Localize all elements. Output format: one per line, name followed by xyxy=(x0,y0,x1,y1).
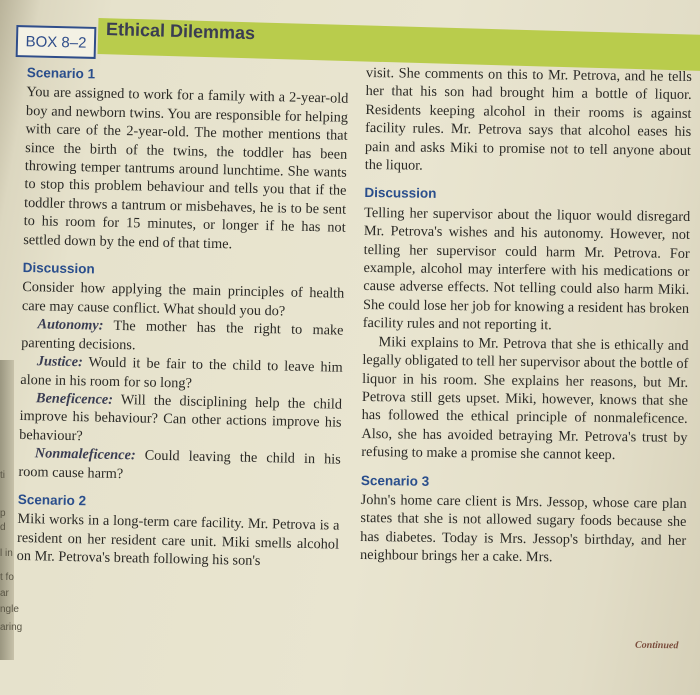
margin-fragment: l in xyxy=(0,548,13,559)
nonmaleficence-text: Could leaving the child in his room cause harm? xyxy=(18,447,341,482)
beneficence-term: Beneficence: xyxy=(35,390,114,408)
beneficence-paragraph xyxy=(19,389,342,451)
nonmaleficence-term: Nonmaleficence: xyxy=(34,445,136,464)
autonomy-text: The mother has the right to make parenting decisions. xyxy=(20,317,344,354)
scenario-3-heading: Scenario 3 xyxy=(360,472,430,489)
justice-term: Justice: xyxy=(36,353,83,371)
box-title: Ethical Dilemmas xyxy=(105,19,256,44)
scenario-2-continued-text: visit. She comments on this to Mr. Petrova, and he tells her that his son had brought him a bottle of liquor. Residents keeping alcohol in their rooms is against facility rules. Mr. Petrova says that alcohol eases his pain and asks Miki to promise not to tell anyone about the liquor. xyxy=(364,64,692,174)
scenario-2-text: Miki works in a long-term care facility. Mr. Petrova is a resident on her resident care unit. Miki smells alcohol on Mr. Petrova's breath following his son's xyxy=(16,511,340,570)
scenario-1-heading: Scenario 1 xyxy=(26,64,96,82)
scenario-2-heading: Scenario 2 xyxy=(17,491,87,509)
margin-fragment: aring xyxy=(0,622,23,633)
discussion-2-heading: Discussion xyxy=(364,185,437,202)
margin-fragment: d xyxy=(0,522,6,533)
nonmaleficence-paragraph xyxy=(18,444,341,488)
justice-text: Would it be fair to the child to leave him alone in his room for so long? xyxy=(20,354,343,392)
discussion-1-text: Consider how applying the main principles of health care may cause conflict. What should you do? xyxy=(21,279,345,320)
left-column xyxy=(16,64,348,572)
margin-fragment: ar xyxy=(0,588,9,599)
margin-fragment: t fo xyxy=(0,572,14,583)
margin-fragment: p xyxy=(0,508,6,519)
discussion-1-heading: Discussion xyxy=(22,260,95,277)
beneficence-text: Will the disciplining help the child improve his behaviour? Can other actions improve his behaviour? xyxy=(19,391,343,444)
box-number-label: BOX 8–2 xyxy=(16,25,97,59)
right-column xyxy=(360,64,692,569)
discussion-2-paragraph-1: Telling her supervisor about the liquor would disregard Mr. Petrova's wishes and his autonomy. However, not telling her supervisor could harm Mr. Petrova. For example, alcohol may interfere with his medications or cause adverse effects. Not telling could also harm Miki. She could lose her job for knowing a resident has broken facility rules and not reporting it. xyxy=(362,204,691,334)
margin-fragment: ti xyxy=(0,470,5,481)
autonomy-term: Autonomy: xyxy=(37,316,104,334)
discussion-2-paragraph-2: Miki explains to Mr. Petrova that she is ethically and legally obligated to tell her supervisor about the bottle of liquor in his room. She explains her reasons, but Mr. Petrova still gets upset. Miki, however, knows that she has followed the ethical principle of nonmaleficence. Also, she has avoided betraying Mr. Petrova's trust by refusing to make a promise she cannot keep. xyxy=(361,333,689,464)
scenario-1-text: You are assigned to work for a family with a 2-year-old boy and newborn twins. You are responsible for helping with care of the 2-year-old. The mother mentions that since the birth of the twins, the toddler has been throwing temper tantrums around lunchtime. She wants to stop this problem behaviour and tells you that if the toddler throws a tantrum or misbehaves, he is to be sent to his room for 15 minutes, or longer if he has not settled down by the end of that time. xyxy=(23,84,349,252)
margin-fragment: ngle xyxy=(0,604,19,615)
scenario-3-text: John's home care client is Mrs. Jessop, whose care plan states that she is not allowed sugary foods because she has diabetes. Today is Mrs. Jessop's birthday, and her neighbour brings her a cake. Mrs. xyxy=(359,491,687,566)
continued-label: Continued xyxy=(634,639,679,652)
